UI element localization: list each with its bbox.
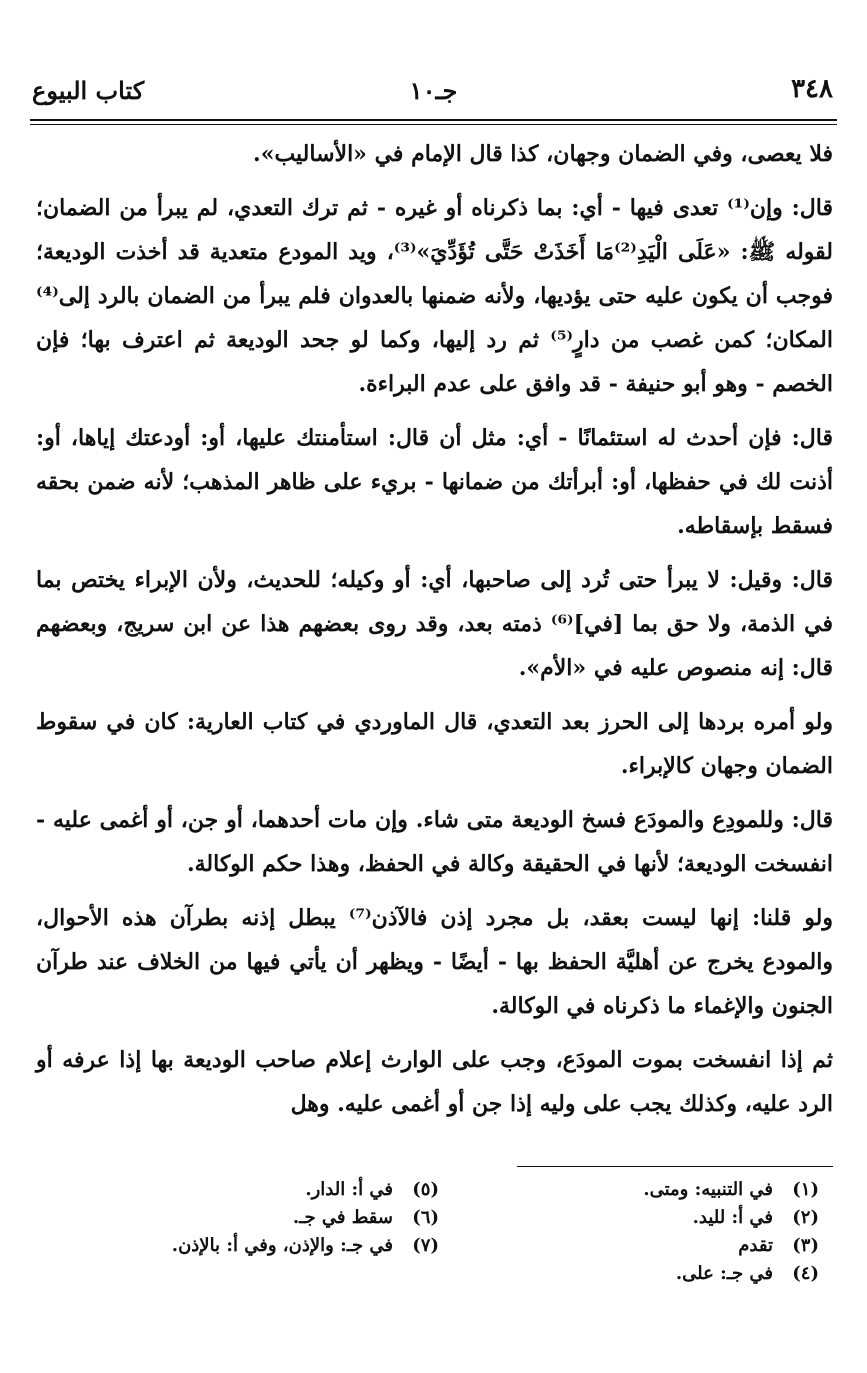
page-header xyxy=(30,74,837,114)
footnote-text: في أ: الدار. xyxy=(305,1179,393,1200)
footnote-text: في التنبيه: ومتى. xyxy=(643,1179,773,1200)
footnote xyxy=(439,1204,819,1232)
page-number: ٣٤٨ xyxy=(791,74,833,104)
footnote-text: في جـ: والإذن، وفي أ: بالإذن. xyxy=(171,1235,393,1256)
footnote-number: (٢) xyxy=(792,1207,819,1228)
paragraph: قال: وللمودِع والمودَع فسخ الوديعة متى شاء. وإن مات أحدهما، أو جن، أو أغمى عليه - انفسخت الوديعة؛ لأنها في الحقيقة وكالة في الحفظ، وهذا حكم الوكالة. xyxy=(36,807,833,877)
footnote xyxy=(439,1232,819,1260)
footnote xyxy=(439,1260,819,1288)
paragraph: ولو أمره بردها إلى الحرز بعد التعدي، قال الماوردي في كتاب العارية: كان في سقوط الضمان وجهان كالإبراء. xyxy=(36,709,833,779)
footnote xyxy=(59,1232,439,1260)
footnote-number: (٧) xyxy=(412,1235,439,1256)
paragraph: فلا يعصى، وفي الضمان وجهان، كذا قال الإمام في «الأساليب». xyxy=(253,141,833,167)
main-text xyxy=(36,132,833,1136)
footnote-number: (٣) xyxy=(792,1235,819,1256)
paragraph: قال: فإن أحدث له استئمانًا - أي: مثل أن قال: استأمنتك عليها، أو: أودعتك إياها، أو: أذنت لك في حفظها، أو: أبرأتك من ضمانها - بريء على ظاهر المذهب؛ لأنه ضمن بحقه فسقط بإسقاطه. xyxy=(36,425,833,539)
footnotes-column-left xyxy=(59,1176,439,1260)
paragraph: قال: وإن⁽¹⁾ تعدى فيها - أي: بما ذكرناه أو غيره - ثم ترك التعدي، لم يبرأ من الضمان؛ لقوله ﷺ: «عَلَى الْيَدِ⁽²⁾مَا أَخَذَتْ حَتَّى تُؤَدِّيَ»⁽³⁾، ويد المودع متعدية قد أخذت الوديعة؛ فوجب أن يكون عليه حتى يؤديها، ولأنه ضمنها بالعدوان فلم يبرأ من الضمان بالرد إلى⁽⁴⁾ المكان؛ كمن غصب من دارٍ⁽⁵⁾ ثم رد إليها، وكما لو جحد الوديعة ثم اعترف بها؛ فإن الخصم - وهو أبو حنيفة - قد وافق على عدم البراءة. xyxy=(36,195,834,397)
header-rule xyxy=(30,119,837,121)
footnote xyxy=(439,1176,819,1204)
footnote-text: تقدم xyxy=(738,1235,773,1256)
paragraph: ولو قلنا: إنها ليست بعقد، بل مجرد إذن فالآذن⁽⁷⁾ يبطل إذنه بطرآن هذه الأحوال، والمودع يخرج عن أهليَّة الحفظ بها - أيضًا - ويظهر أن يأتي فيها من الخلاف عند طرآن الجنون والإغماء ما ذكرناه في الوكالة. xyxy=(36,905,833,1019)
footnotes xyxy=(40,1176,819,1316)
paragraph: قال: وقيل: لا يبرأ حتى تُرد إلى صاحبها، أي: أو وكيله؛ للحديث، ولأن الإبراء يختص بما في الذمة، ولا حق بما [في]⁽⁶⁾ ذمته بعد، وقد روى بعضهم هذا عن ابن سريج، وبعضهم قال: إنه منصوص عليه في «الأم». xyxy=(36,567,833,681)
footnote xyxy=(59,1204,439,1232)
footnote-number: (٥) xyxy=(412,1179,439,1200)
footnote-text: سقط في جـ. xyxy=(292,1207,393,1228)
footnote-text: في أ: لليد. xyxy=(692,1207,773,1228)
footnote xyxy=(59,1176,439,1204)
paragraph: ثم إذا انفسخت بموت المودَع، وجب على الوارث إعلام صاحب الوديعة بها إذا عرفه أو الرد عليه، وكذلك يجب على وليه إذا جن أو أغمى عليه. وهل xyxy=(36,1047,833,1117)
volume-label: جـ١٠ xyxy=(409,76,458,105)
book-title: كتاب البيوع xyxy=(32,76,145,105)
footnote-number: (٤) xyxy=(792,1263,819,1284)
header-rule-thin xyxy=(30,124,837,125)
footnote-rule xyxy=(517,1166,833,1167)
footnote-text: في جـ: على. xyxy=(675,1263,773,1284)
footnote-number: (١) xyxy=(792,1179,819,1200)
footnotes-column-right xyxy=(439,1176,819,1288)
footnote-number: (٦) xyxy=(412,1207,439,1228)
